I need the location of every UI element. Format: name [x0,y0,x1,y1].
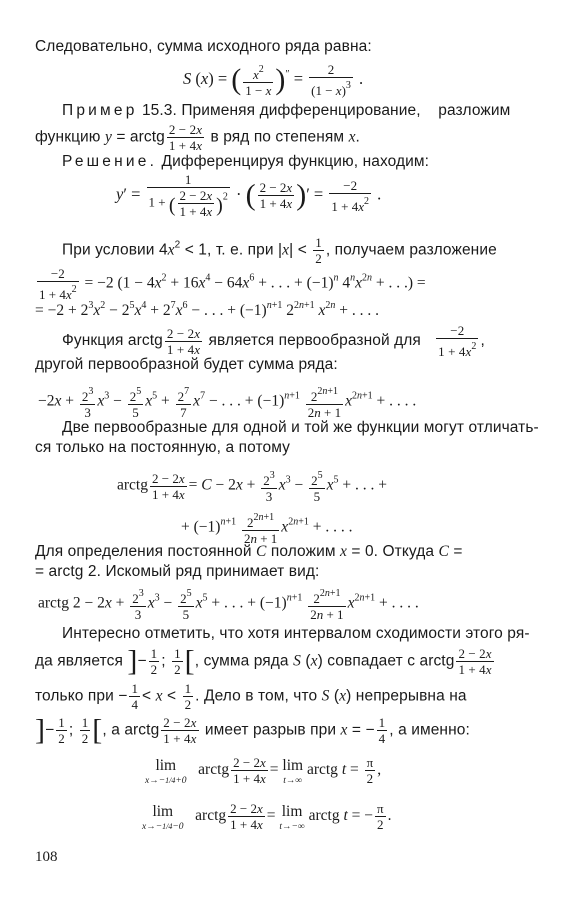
text-line-only-when: только при − $\frac{1}{4}$ < x < $\frac{1}{2}$ . Дело в том, что S (x) непрерывна на [35,681,467,712]
text-line-two-antiderivatives: Две первообразные для одной и той же функции могут отличать- [62,419,539,436]
series-expansion-2: = $-2 + 2^3x^2 - 2^5x^4 + 2^7x^6$ − . . . + $(-1)^{n+1}$ $2^{2n+1}$ $x^{2n}$ + . . . . [35,300,380,319]
text-line-other-antiderivative: другой первообразной будет сумма ряда: [35,356,338,373]
series-expansion-1: $\frac{-2}{1 + 4x^2}$ = −2 ($1 - 4x^2 + 16x^4 - 64x^6$ + . . . + $(-1)^n$ $4^nx^{2n}$ + . . .) = [39,266,426,302]
formula-derivative: y′ = 1 1 + ( $\frac{2 - 2x}{1 + 4x}$ )$^2$ · ( $\frac{2 - 2x}{1 + 4x}$ )′ = $\frac{-2}{1 + 4x^2}$ . [116,172,382,219]
antiderivative-line: Функция arctg $\frac{2 - 2x}{1 + 4x}$ является первообразной для $\frac{-2}{1 + 4x^2}$ , [62,323,485,359]
formula-limit-left: lim x→−1/4−0 arctg $\frac{2 - 2x}{1 + 4x}$ = lim t→−∞ arctg t = − $\frac{\pi}{2}$ . [142,801,392,832]
formula-limit-right: lim x→−1/4+0 arctg $\frac{2 - 2x}{1 + 4x}$ = lim t→∞ arctg t = $\frac{\pi}{2}$ , [145,755,382,786]
text-line-1: Следовательно, сумма исходного ряда равна: [35,38,372,55]
text-line-interval: да является ]− $\frac{1}{2}$ ; $\frac{1}{2}$ [, сумма ряда S (x) совпадает с arctg $\frac{2 - 2x}{1 + 4x}$ [35,644,492,678]
example-heading: Пример 15.3. Применяя дифференцирование, разложим [62,102,511,119]
formula-s-of-x: S (x) = ( $\frac{x^2}{1 - x}$ )″ = $\frac{2}{(1 - x)^3}$ . [183,62,364,98]
text-line-determine-c: Для определения постоянной C положим x = 0. Откуда C = [35,543,463,560]
text-line-constant: ся только на постоянную, а потому [35,439,290,456]
text-line-arctg2: = arctg 2. Искомый ряд принимает вид: [35,563,320,580]
condition-line: При условии $4x^2 < 1$, т. е. при |x| < $\frac{1}{2}$ , получаем разложение [62,235,497,266]
solution-heading: Решение. Дифференцируя функцию, находим: [62,153,430,170]
formula-arctg-constant: arctg $\frac{2 - 2x}{1 + 4x}$ = C − 2x + $\frac{2^3}{3}$ $x^3$ − $\frac{2^5}{5}$ $x^5$ + . . . + [117,470,387,504]
text-line-interesting: Интересно отметить, что хотя интервалом сходимости этого ря- [62,625,530,642]
series-result: arctg 2 − 2x + $\frac{2^3}{3}$ $x^3$ − $\frac{2^5}{5}$ $x^5$ + . . . + $(-1)^{n+1}$ $\frac{2^{2n+1}}{2n + 1}$ $x^{2n+1}$ + . . . . [38,588,419,622]
series-antiderivative: −2x + $\frac{2^3}{3}$ $x^3$ − $\frac{2^5}{5}$ $x^5$ + $\frac{2^7}{7}$ $x^7$ − . . . + $(-1)^{n+1}$ $\frac{2^{2n+1}}{2n + 1}$ $x^{2n+1}$ + . . . . [38,386,417,420]
example-statement: функцию y = arctg $\frac{2 - 2x}{1 + 4x}$ в ряд по степеням x. [35,122,360,153]
text-line-discontinuity: ]− $\frac{1}{2}$ ; $\frac{1}{2}$ [, а arctg $\frac{2 - 2x}{1 + 4x}$ имеет разрыв при x = − $\frac{1}{4}$ , а именно: [35,713,470,747]
formula-arctg-constant-cont: + $(-1)^{n+1}$ $\frac{2^{2n+1}}{2n + 1}$ $x^{2n+1}$ + . . . . [181,512,353,546]
page-number: 108 [35,849,58,865]
